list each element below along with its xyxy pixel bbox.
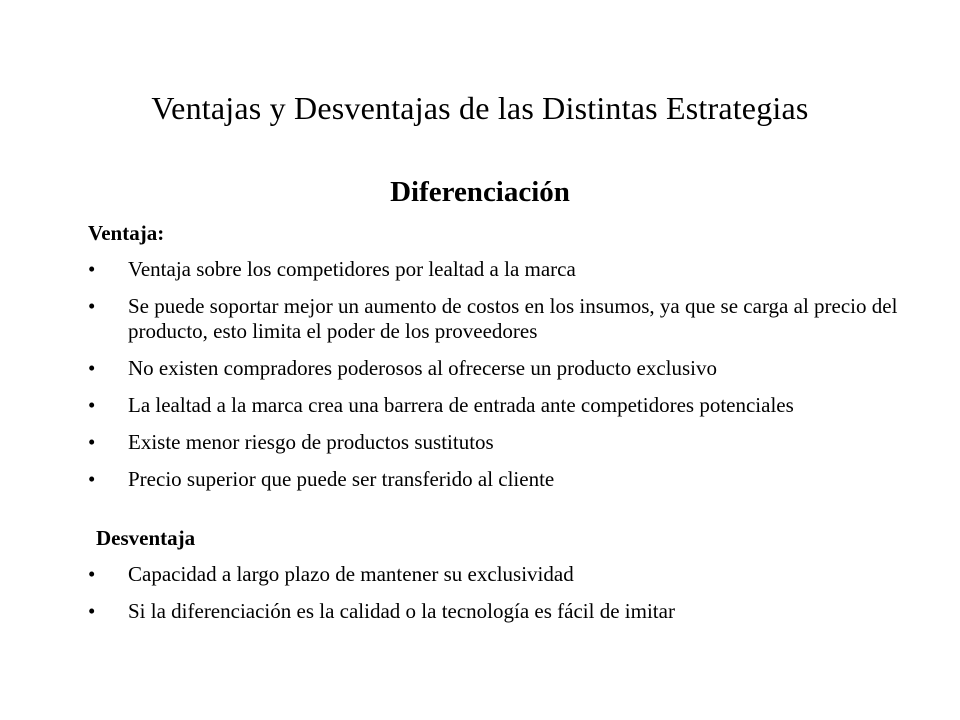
- bullet-text: Se puede soportar mejor un aumento de costos en los insumos, ya que se carga al precio del producto, esto limita el poder de los proveedores: [128, 294, 898, 343]
- list-item: [88, 257, 928, 282]
- advantages-label: Ventaja:: [88, 221, 165, 245]
- bullet-text: Capacidad a largo plazo de mantener su exclusividad: [128, 562, 574, 586]
- disadvantages-label: Desventaja: [96, 526, 196, 550]
- bullet-text: La lealtad a la marca crea una barrera de entrada ante competidores potenciales: [128, 393, 794, 417]
- bullet-icon: •: [88, 467, 96, 491]
- bullet-text: Existe menor riesgo de productos sustitutos: [128, 430, 494, 454]
- list-item: [88, 356, 928, 381]
- bullet-text: No existen compradores poderosos al ofrecerse un producto exclusivo: [128, 356, 717, 380]
- bullet-icon: •: [88, 356, 96, 380]
- bullet-text: Ventaja sobre los competidores por lealtad a la marca: [128, 257, 576, 281]
- advantages-list: [88, 257, 928, 492]
- list-item: [88, 562, 928, 587]
- list-item: [88, 467, 928, 492]
- list-item: [88, 393, 928, 418]
- bullet-icon: •: [88, 599, 96, 623]
- list-item: [88, 430, 928, 455]
- bullet-text: Precio superior que puede ser transferido al cliente: [128, 467, 555, 491]
- slide-subtitle: Diferenciación: [390, 176, 570, 208]
- disadvantages-list: [88, 562, 928, 624]
- bullet-icon: •: [88, 562, 96, 586]
- slide-title: Ventajas y Desventajas de las Distintas Estrategias: [151, 90, 809, 126]
- bullet-icon: •: [88, 393, 96, 417]
- list-item: [88, 599, 928, 624]
- bullet-icon: •: [88, 257, 96, 281]
- bullet-text: Si la diferenciación es la calidad o la tecnología es fácil de imitar: [128, 599, 675, 623]
- bullet-icon: •: [88, 294, 96, 318]
- list-item: [88, 294, 928, 344]
- bullet-icon: •: [88, 430, 96, 454]
